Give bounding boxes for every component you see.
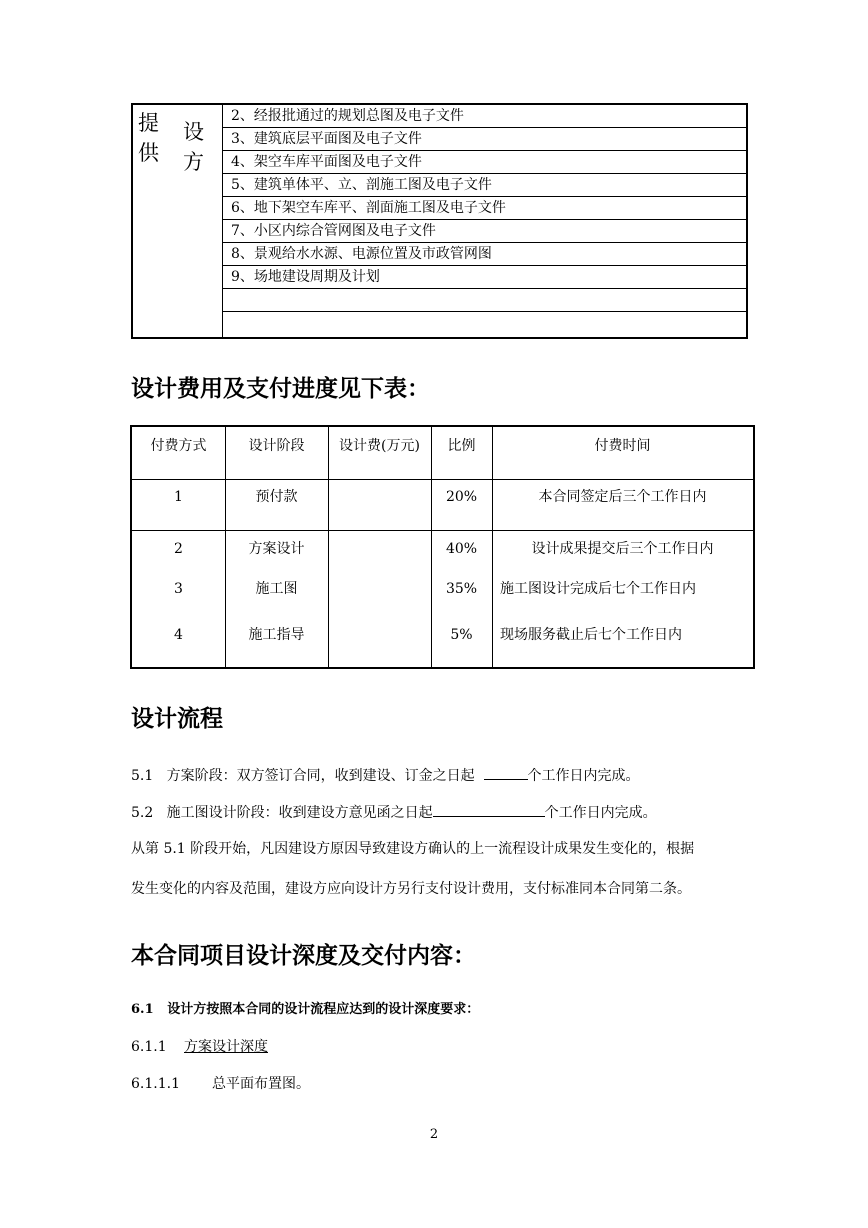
- table-row: 3、建筑底层平面图及电子文件: [223, 128, 746, 151]
- payment-schedule-table: [130, 425, 755, 669]
- flow-item-5-1: [131, 765, 640, 785]
- materials-list: [223, 105, 746, 337]
- table-row: 6、地下架空车库平、剖面施工图及电子文件: [223, 197, 746, 220]
- table-row: 9、场地建设周期及计划: [223, 266, 746, 289]
- table-cell: 1: [174, 489, 183, 505]
- table-cell: 设计成果提交后三个工作日内: [531, 541, 714, 557]
- table-cell: 40%: [445, 541, 478, 557]
- table-cell: 2: [174, 541, 183, 557]
- section-6-1: [131, 1001, 479, 1019]
- item-text: 个工作日内完成。: [527, 768, 640, 784]
- fill-blank: [484, 765, 528, 780]
- table-cell: 施工指导: [248, 627, 305, 643]
- fees-heading: 设计费用及支付进度见下表：: [131, 376, 430, 402]
- label-char: 方: [183, 150, 204, 174]
- table-row: [223, 289, 746, 312]
- col-header-pay-time: 付费时间: [594, 438, 651, 454]
- table-cell: 施工图: [255, 581, 298, 597]
- label-char: 设: [183, 120, 204, 144]
- table-cell: 3: [174, 581, 183, 597]
- table-row: 4、架空车库平面图及电子文件: [223, 151, 746, 174]
- table-row: 5、建筑单体平、立、剖施工图及电子文件: [223, 174, 746, 197]
- item-number: 5.2: [131, 805, 154, 821]
- section-text: 方案设计深度: [184, 1039, 268, 1055]
- item-number: 5.1: [131, 768, 154, 784]
- table-cell: 35%: [445, 581, 478, 597]
- section-6-1-1: [131, 1038, 268, 1056]
- table-cell: 预付款: [255, 489, 298, 505]
- table-row: 2、经报批通过的规划总图及电子文件: [223, 105, 746, 128]
- section-text: 总平面布置图。: [212, 1076, 310, 1092]
- flow-note-line-2: 发生变化的内容及范围，建设方应向设计方另行支付设计费用，支付标准同本合同第二条。: [131, 881, 691, 897]
- section-number: 6.1: [131, 1002, 154, 1017]
- col-header-payment-method: 付费方式: [150, 438, 207, 454]
- flow-note-line-1: 从第 5.1 阶段开始，凡因建设方原因导致建设方确认的上一流程设计成果发生变化的，根据: [131, 841, 695, 857]
- table-cell: 5%: [450, 627, 473, 643]
- table-cell: 4: [174, 627, 183, 643]
- table-cell: 20%: [445, 489, 478, 505]
- table-row: [223, 312, 746, 337]
- section-number: 6.1.1: [131, 1039, 167, 1055]
- col-header-ratio: 比例: [447, 438, 476, 454]
- design-flow-heading: 设计流程: [131, 706, 223, 732]
- table-row: 7、小区内综合管网图及电子文件: [223, 220, 746, 243]
- page-number: 2: [429, 1127, 439, 1142]
- flow-item-5-2: [131, 802, 657, 822]
- section-text: 设计方按照本合同的设计流程应达到的设计深度要求：: [167, 1002, 480, 1017]
- item-text: 方案阶段：双方签订合同，收到建设、订金之日起: [166, 768, 475, 784]
- provider-label-cell: [133, 105, 223, 337]
- label-char: 提: [138, 111, 159, 135]
- section-6-1-1-1: [131, 1075, 310, 1093]
- table-cell: 本合同签定后三个工作日内: [538, 489, 707, 505]
- label-char: 供: [138, 141, 159, 165]
- table-cell: 施工图设计完成后七个工作日内: [500, 581, 696, 597]
- provided-materials-table: [131, 103, 748, 339]
- item-text: 施工图设计阶段：收到建设方意见函之日起: [166, 805, 433, 821]
- design-depth-heading: 本合同项目设计深度及交付内容：: [131, 943, 476, 969]
- table-row: 8、景观给水水源、电源位置及市政管网图: [223, 243, 746, 266]
- section-number: 6.1.1.1: [131, 1076, 180, 1092]
- fill-blank: [433, 802, 545, 817]
- col-header-fee: 设计费(万元): [339, 438, 420, 454]
- item-text: 个工作日内完成。: [544, 805, 657, 821]
- table-cell: 现场服务截止后七个工作日内: [500, 627, 682, 643]
- table-cell: 方案设计: [248, 541, 305, 557]
- col-header-stage: 设计阶段: [248, 438, 305, 454]
